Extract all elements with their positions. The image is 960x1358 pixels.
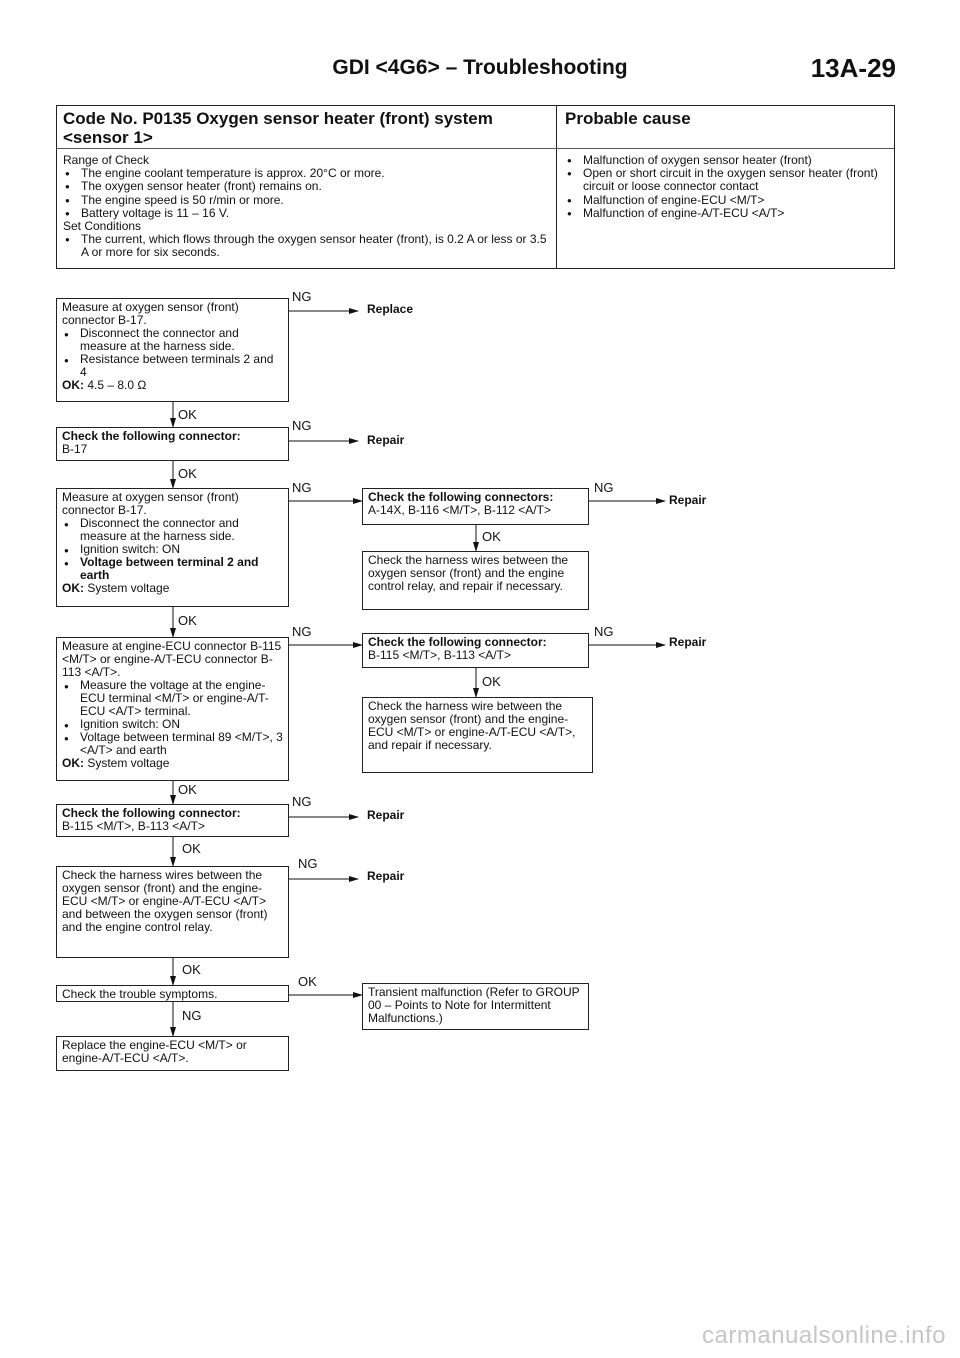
ok-criteria: [62, 582, 283, 595]
step-text: Measure at engine-ECU connector B-115 <M/T> or engine-A/T-ECU connector B-113 <A/T>.: [62, 639, 282, 679]
list-item: ● The oxygen sensor heater (front) remains on.: [63, 180, 551, 193]
step-heading: Check the following connectors:: [368, 490, 554, 504]
ok-criteria: [62, 757, 283, 770]
ok-criteria-value: 4.5 – 8.0 Ω: [87, 378, 147, 392]
ok-label: OK: [182, 841, 201, 856]
list-item: ● Open or short circuit in the oxygen sensor heater (front) circuit or loose connector contact: [565, 167, 890, 193]
list-item: ● Voltage between terminal 89 <M/T>, 3 <A/T> and earth: [62, 731, 283, 757]
table-divider-horizontal: [57, 148, 894, 149]
list-item: ● Malfunction of engine-A/T-ECU <A/T>: [565, 207, 890, 220]
step-text: Check the harness wire between the oxygen sensor (front) and the engine-ECU <M/T> or engine-A/T-ECU <A/T>, and repair if necessary.: [368, 699, 576, 752]
ng-label: NG: [594, 624, 614, 639]
list-item: ● The engine speed is 50 r/min or more.: [63, 194, 551, 207]
list-item: ● Malfunction of oxygen sensor heater (front): [565, 154, 890, 167]
result-repair: Repair: [669, 635, 707, 649]
result-replace: Replace: [367, 302, 414, 316]
watermark: carmanualsonline.info: [702, 1322, 946, 1349]
ok-label: OK: [298, 974, 317, 989]
list-item: ● Voltage between terminal 2 and earth: [62, 556, 283, 582]
step-text: B-115 <M/T>, B-113 <A/T>: [62, 819, 205, 833]
ng-label: NG: [292, 480, 312, 495]
step-text: Check the harness wires between the oxygen sensor (front) and the engine-ECU <M/T> or engine-A/T-ECU <A/T> and between the oxygen sensor (front) and the engine control relay.: [62, 868, 268, 934]
step3-ok-box: [362, 551, 589, 610]
result-repair: Repair: [669, 493, 707, 507]
step1-box: [56, 298, 289, 402]
ok-label: OK: [482, 674, 501, 689]
ng-label: NG: [292, 624, 312, 639]
ng-label: NG: [292, 418, 312, 433]
ok-criteria-label: OK:: [62, 756, 84, 770]
ng-label: NG: [292, 794, 312, 809]
range-of-check-heading: Range of Check: [63, 153, 150, 167]
step-text: Measure at oxygen sensor (front) connector B-17.: [62, 490, 239, 517]
ok-label: OK: [182, 962, 201, 977]
result-repair: Repair: [367, 808, 405, 822]
page-title: GDI <4G6> – Troubleshooting: [332, 56, 628, 79]
step-text: Check the trouble symptoms.: [62, 987, 218, 1001]
ok-label: OK: [178, 466, 197, 481]
ng-label: NG: [182, 1008, 202, 1023]
step2-box: [56, 427, 289, 461]
list-item: ● Resistance between terminals 2 and 4: [62, 353, 283, 379]
result-repair: Repair: [367, 433, 405, 447]
ng-label: NG: [292, 289, 312, 304]
ng-label: NG: [298, 856, 318, 871]
code-title: Code No. P0135 Oxygen sensor heater (front) system <sensor 1>: [63, 109, 493, 147]
step-heading: Check the following connector:: [62, 429, 241, 443]
list-item: ● Malfunction of engine-ECU <M/T>: [565, 194, 890, 207]
step-text: B-115 <M/T>, B-113 <A/T>: [368, 648, 511, 662]
step4-ng-box: [362, 633, 589, 668]
step4-box: [56, 637, 289, 781]
step4-ok-box: [362, 697, 593, 773]
page-number: 13A-29: [810, 53, 896, 83]
step-text: Transient malfunction (Refer to GROUP 00 – Points to Note for Intermittent Malfunctions.): [368, 985, 580, 1025]
list-item: ● Ignition switch: ON: [62, 543, 283, 556]
step-text: Measure at oxygen sensor (front) connector B-17.: [62, 300, 239, 327]
step-text: B-17: [62, 442, 88, 456]
ok-criteria: [62, 379, 283, 392]
list-item: ● Battery voltage is 11 – 16 V.: [63, 207, 551, 220]
step7-box: [56, 985, 289, 1002]
list-item: ● Measure the voltage at the engine-ECU terminal <M/T> or engine-A/T-ECU <A/T> terminal.: [62, 679, 283, 718]
ok-label: OK: [482, 529, 501, 544]
step-heading: Check the following connector:: [62, 806, 241, 820]
set-conditions-heading: Set Conditions: [63, 219, 142, 234]
step-text: Replace the engine-ECU <M/T> or engine-A/T-ECU <A/T>.: [62, 1038, 247, 1065]
code-table: [56, 105, 895, 269]
ok-criteria-label: OK:: [62, 581, 84, 595]
step8-box: [56, 1036, 289, 1071]
step-heading: Check the following connector:: [368, 635, 547, 649]
list-item: ● Ignition switch: ON: [62, 718, 283, 731]
step3-box: [56, 488, 289, 607]
range-of-check-section: [63, 154, 551, 260]
table-divider-vertical: [556, 106, 557, 268]
ok-label: OK: [178, 407, 197, 422]
step3-ng-box: [362, 488, 589, 525]
step5-box: [56, 804, 289, 837]
ok-criteria-value: System voltage: [87, 581, 170, 595]
step6-box: [56, 866, 289, 958]
list-item: ● The engine coolant temperature is approx. 20°C or more.: [63, 167, 551, 180]
step-text: A-14X, B-116 <M/T>, B-112 <A/T>: [368, 503, 551, 517]
ok-criteria-value: System voltage: [87, 756, 170, 770]
step-text: Check the harness wires between the oxygen sensor (front) and the engine control relay, and repair if necessary.: [368, 553, 569, 593]
list-item: ● The current, which flows through the oxygen sensor heater (front), is 0.2 A or less or 3.5 A or more for six seconds.: [63, 233, 551, 259]
ok-criteria-label: OK:: [62, 378, 84, 392]
step7-ok-box: [362, 983, 589, 1030]
probable-cause-heading: Probable cause: [565, 109, 691, 128]
list-item: ● Disconnect the connector and measure at the harness side.: [62, 517, 283, 543]
ng-label: NG: [594, 480, 614, 495]
result-repair: Repair: [367, 869, 405, 883]
ok-label: OK: [178, 782, 197, 797]
list-item: ● Disconnect the connector and measure at the harness side.: [62, 327, 283, 353]
ok-label: OK: [178, 613, 197, 628]
probable-cause-section: [565, 154, 890, 220]
